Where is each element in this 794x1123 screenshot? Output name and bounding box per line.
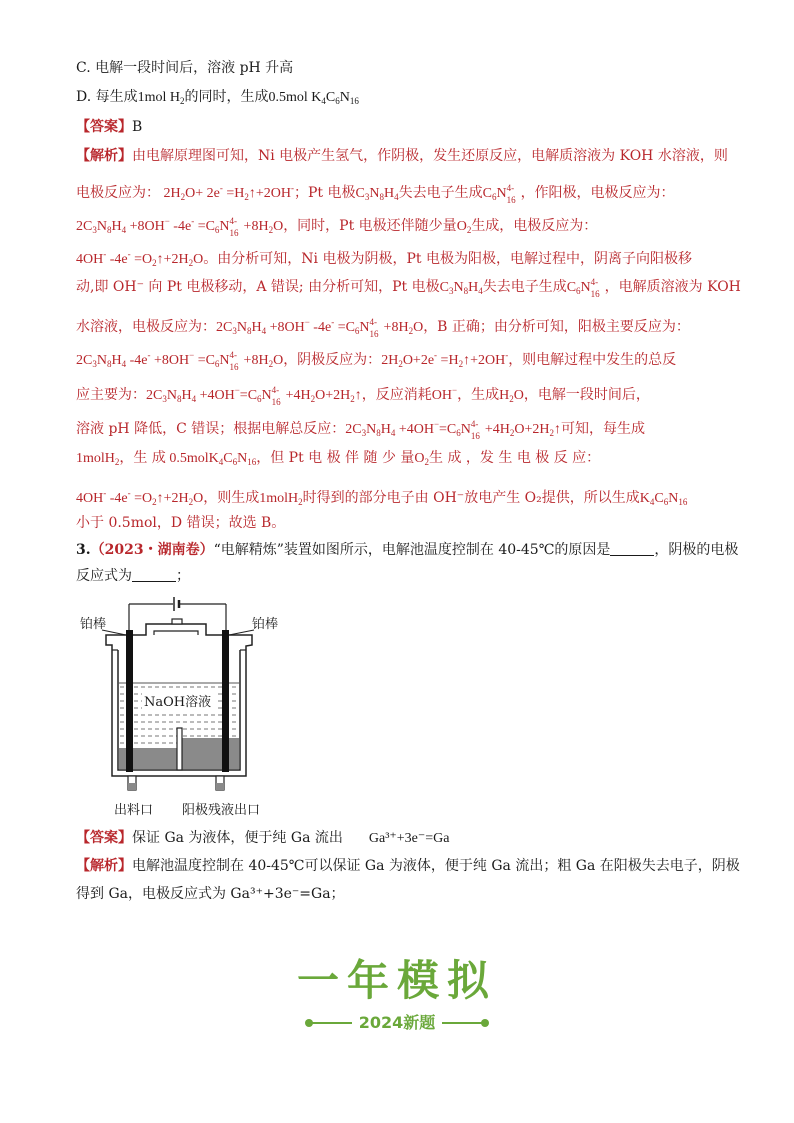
apparatus-diagram — [76, 590, 296, 822]
outlet-left-label: 出料口 — [114, 803, 154, 818]
q2-analysis-line-11: 4OH- $-4e^- =O_2↑+2H_2O$，则生成1molH$_2$时得到的部分电子由 OH⁻放电产生 O₂提供，所以生成$K_4C_6N_{16}$ — [76, 488, 688, 507]
banner-title: 一年模拟 — [296, 956, 497, 1005]
q3-analysis-line-2: 得到 Ga，电极反应式为 Ga³⁺+3e⁻=Ga； — [76, 886, 345, 902]
q2-answer: 【答案】B — [76, 119, 143, 135]
q2-analysis-line-5: 动,即 OH⁻ 向 Pt 电极移动，A 错误; 由分析可知，Pt 电极$C_3N_8H_4$失去电子生成$C_6N$ 4- 16 ，电解质溶液为 KOH — [76, 277, 741, 299]
banner-subtitle-row — [0, 1012, 794, 1034]
q3-answer: 【答案】保证 Ga 为液体，便于纯 Ga 流出 Ga³⁺+3e⁻=Ga — [76, 830, 450, 846]
q2-analysis-line-2: 电极反应为： $2H_2O+ 2e^-$ $=H_2↑+2OH^-$；Pt 电极$C_3N_8H_4$失去电子生成$C_6N$ 4- 16 ，作阳极，电极反应为： — [76, 183, 675, 205]
banner-rule-right — [442, 1022, 482, 1024]
banner-dot-right — [481, 1019, 489, 1027]
q2-analysis-line-12: 小于 0.5mol，D 错误；故选 B。 — [76, 515, 286, 531]
q2-analysis-line-9: 溶液 pH 降低，C 错误；根据电解总反应：$2C_3N_8H_4 +4OH^-=C_6N$ 4- 16 $+4H_2O+2H_2↑$可知，每生成 — [76, 419, 646, 441]
q2-analysis-line-6: 水溶液，电极反应为：$2C_3N_8H_4 +8OH^-$ $-4e^- =C_6N$ 4- 16 $+8H_2O$，B 正确；由分析可知，阳极主要反应为： — [76, 317, 690, 339]
banner-subtitle: 2024新题 — [358, 1013, 436, 1032]
option-d: D. 每生成1mol $H_2$的同时，生成0.5mol $K_4C_6N_{16}$ — [76, 89, 359, 106]
answer-blank-2[interactable] — [132, 567, 176, 582]
q3-stem-line-2: 反应式为 ； — [76, 568, 190, 584]
q3-analysis-line-1: 【解析】电解池温度控制在 40-45℃可以保证 Ga 为液体，便于纯 Ga 流出；粗 Ga 在阳极失去电子，阴极 — [76, 858, 740, 874]
q2-analysis-line-1: 【解析】由电解原理图可知，Ni 电极产生氢气，作阴极，发生还原反应，电解质溶液为 KOH 水溶液，则 — [76, 148, 728, 164]
q2-analysis-line-10: 1molH$_2$，生 成 $0.5molK_4C_6N_{16}$，但 Pt 电 极 伴 随 少 量$O_2$生 成 ，发 生 电 极 反 应： — [76, 450, 601, 467]
electrolysis-apparatus-figure — [76, 590, 296, 822]
right-electrode-label: 铂棒 — [252, 617, 279, 632]
q2-analysis-line-8: 应主要为：$2C_3N_8H_4 +4OH^-=C_6N$ 4- 16 $+4H_2O+2H_2↑$，反应消耗OH−，生成$H_2O$，电解一段时间后， — [76, 385, 650, 407]
answer-blank-1[interactable] — [610, 541, 654, 556]
q2-analysis-line-7: $2C_3N_8H_4$ $-4e^- +8OH^- =C_6N$ 4- 16 $+8H_2O$，阴极反应为：$2H_2O+2e^-$ $=H_2↑+2OH^-$，则电解过程中发生的总反 — [76, 350, 677, 372]
q2-analysis-line-4: 4OH- $-4e^- =O_2↑+2H_2O$。由分析可知，Ni 电极为阴极，Pt 电极为阳极，电解过程中，阴离子向阳极移 — [76, 249, 692, 268]
left-electrode-label: 铂棒 — [80, 617, 107, 632]
option-c: C. 电解一段时间后，溶液 pH 升高 — [76, 60, 294, 76]
q2-analysis-line-3: $2C_3N_8H_4 +8OH^-$ $-4e^- =C_6N$ 4- 16 $+8H_2O$，同时，Pt 电极还伴随少量$O_2$生成，电极反应为： — [76, 216, 598, 238]
outlet-right-label: 阳极残液出口 — [182, 803, 261, 818]
solution-label: NaOH溶液 — [144, 695, 212, 710]
section-banner — [0, 956, 794, 1034]
banner-rule-left — [312, 1022, 352, 1024]
q3-stem-line-1: 3.（2023・湖南卷）“电解精炼”装置如图所示，电解池温度控制在 40-45℃的原因是 ，阴极的电极 — [76, 542, 739, 558]
